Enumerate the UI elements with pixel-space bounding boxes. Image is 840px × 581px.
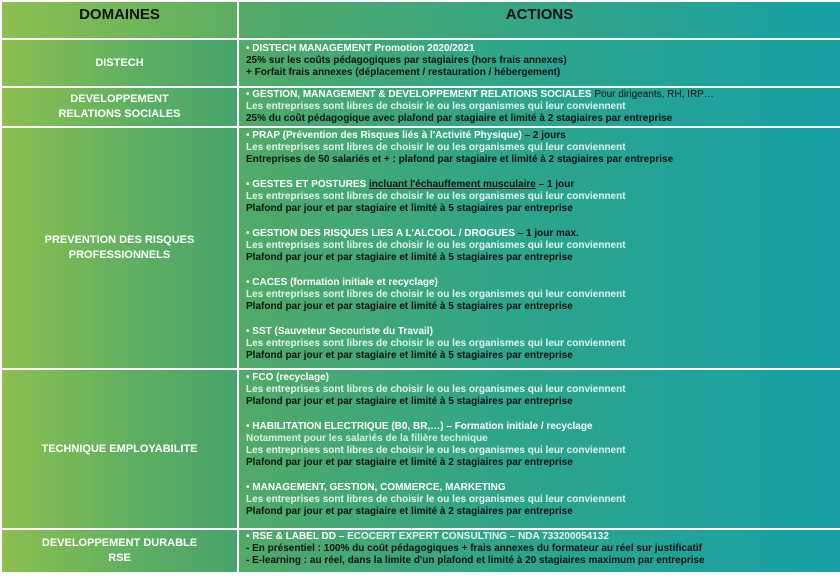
action-duration: – 2 jours bbox=[524, 130, 566, 141]
action-title bbox=[246, 228, 836, 240]
domain-cell bbox=[1, 529, 238, 573]
action-title-text: • GESTION DES RISQUES LIES A L'ALCOOL / DROGUES bbox=[246, 228, 515, 239]
table-row bbox=[1, 529, 840, 573]
action-free-choice: Les entreprises sont libres de choisir le ou les organismes qui leur conviennent bbox=[246, 191, 626, 202]
action-title-text: • HABILITATION ELECTRIQUE (B0, BR,…) bbox=[246, 421, 444, 432]
domain-cell bbox=[1, 87, 238, 127]
action-terms: Plafond par jour et par stagiaire et limité à 2 stagiaires par entreprise bbox=[246, 457, 573, 468]
action-block bbox=[246, 179, 836, 215]
action-block bbox=[246, 372, 836, 408]
action-title bbox=[246, 179, 836, 191]
action-block bbox=[246, 228, 836, 264]
action-free-choice: Les entreprises sont libres de choisir le ou les organismes qui leur conviennent bbox=[246, 384, 626, 395]
table-row bbox=[1, 127, 840, 369]
action-terms: - En présentiel : 100% du coût pédagogiques + frais annexes du formateur au réel sur justificatif bbox=[246, 543, 702, 554]
domain-line: DEVELOPPEMENT DURABLE bbox=[41, 537, 198, 549]
action-title: • MANAGEMENT, GESTION, COMMERCE, MARKETING bbox=[246, 482, 506, 493]
action-duration: – 1 jour bbox=[538, 179, 575, 190]
action-title bbox=[246, 421, 836, 433]
action-title bbox=[246, 531, 836, 543]
action-terms: 25% sur les coûts pédagogiques par stagiaires (hors frais annexes) bbox=[246, 55, 567, 66]
action-title: • CACES (formation initiale et recyclage) bbox=[246, 277, 438, 288]
action-cell bbox=[238, 127, 840, 369]
action-free-choice: Les entreprises sont libres de choisir le ou les organismes qui leur conviennent bbox=[246, 445, 626, 456]
action-block bbox=[246, 421, 836, 469]
action-organisme: ECOCERT EXPERT CONSULTING – NDA 733200054132 bbox=[347, 531, 609, 542]
table-row bbox=[1, 369, 840, 529]
header-row bbox=[1, 1, 840, 39]
domain-cell: DISTECH bbox=[1, 39, 238, 87]
action-title-note: Pour dirigeants, RH, IRP… bbox=[594, 89, 714, 100]
action-title-text: • GESTION, MANAGEMENT & DEVELOPPEMENT RELATIONS SOCIALES bbox=[246, 89, 592, 100]
domain-line: DEVELOPPEMENT bbox=[70, 93, 169, 105]
table-row bbox=[1, 39, 840, 87]
header-actions: ACTIONS bbox=[238, 1, 840, 39]
domain-cell bbox=[1, 127, 238, 369]
action-title bbox=[246, 89, 836, 101]
domain-line: RSE bbox=[108, 552, 131, 564]
action-title-text: • GESTES ET POSTURES bbox=[246, 179, 367, 190]
action-duration: – 1 jour max. bbox=[517, 228, 579, 239]
action-terms: - E-learning : au réel, dans la limite d'un plafond et limité à 20 stagiaires maximum par entreprise bbox=[246, 555, 705, 566]
action-terms: Plafond par jour et par stagiaire et limité à 5 stagiaires par entreprise bbox=[246, 350, 573, 361]
domain-line: PREVENTION DES RISQUES bbox=[44, 234, 195, 246]
action-free-choice: Les entreprises sont libres de choisir le ou les organismes qui leur conviennent bbox=[246, 494, 626, 505]
action-free-choice: Les entreprises sont libres de choisir le ou les organismes qui leur conviennent bbox=[246, 240, 626, 251]
action-block bbox=[246, 326, 836, 362]
action-block bbox=[246, 277, 836, 313]
action-terms: Plafond par jour et par stagiaire et limité à 5 stagiaires par entreprise bbox=[246, 252, 573, 263]
action-block bbox=[246, 482, 836, 518]
domain-line: PROFESSIONNELS bbox=[68, 249, 171, 261]
table-row bbox=[1, 87, 840, 127]
action-title: • DISTECH MANAGEMENT Promotion 2020/2021 bbox=[246, 43, 475, 54]
action-note: Notamment pour les salariés de la filière technique bbox=[246, 433, 488, 444]
action-title: • SST (Sauveteur Secouriste du Travail) bbox=[246, 326, 433, 337]
action-free-choice: Les entreprises sont libres de choisir le ou les organismes qui leur conviennent bbox=[246, 289, 626, 300]
action-duration: – Formation initiale / recyclage bbox=[446, 421, 593, 432]
action-terms: Entreprises de 50 salariés et + : plafond par stagiaire et limité à 2 stagiaires par entreprise bbox=[246, 154, 674, 165]
action-terms: Plafond par jour et par stagiaire et limité à 5 stagiaires par entreprise bbox=[246, 301, 573, 312]
action-cell bbox=[238, 87, 840, 127]
action-title-underline: incluant l'échauffement musculaire bbox=[368, 179, 536, 190]
action-title: • FCO (recyclage) bbox=[246, 372, 329, 383]
domain-cell: TECHNIQUE EMPLOYABILITE bbox=[1, 369, 238, 529]
action-block bbox=[246, 130, 836, 166]
action-cell bbox=[238, 529, 840, 573]
action-terms: Plafond par jour et par stagiaire et limité à 5 stagiaires par entreprise bbox=[246, 203, 573, 214]
action-free-choice: Les entreprises sont libres de choisir le ou les organismes qui leur conviennent bbox=[246, 338, 626, 349]
header-domaines: DOMAINES bbox=[1, 1, 238, 39]
domain-line: RELATIONS SOCIALES bbox=[58, 108, 181, 120]
action-cell bbox=[238, 369, 840, 529]
action-cell bbox=[238, 39, 840, 87]
action-free-choice: Les entreprises sont libres de choisir le ou les organismes qui leur conviennent bbox=[246, 101, 626, 112]
action-terms: Plafond par jour et par stagiaire et limité à 2 stagiaires par entreprise bbox=[246, 506, 573, 517]
action-free-choice: Les entreprises sont libres de choisir le ou les organismes qui leur conviennent bbox=[246, 142, 626, 153]
action-title-text: • PRAP (Prévention des Risques liés à l'Activité Physique) bbox=[246, 130, 522, 141]
action-terms: 25% du coût pédagogique avec plafond par stagiaire et limité à 2 stagiaires par entreprise bbox=[246, 113, 673, 124]
action-title bbox=[246, 130, 836, 142]
action-terms: Plafond par jour et par stagiaire et limité à 5 stagiaires par entreprise bbox=[246, 396, 573, 407]
action-terms: + Forfait frais annexes (déplacement / restauration / hébergement) bbox=[246, 67, 561, 78]
action-title-text: • RSE & LABEL DD – bbox=[246, 531, 345, 542]
